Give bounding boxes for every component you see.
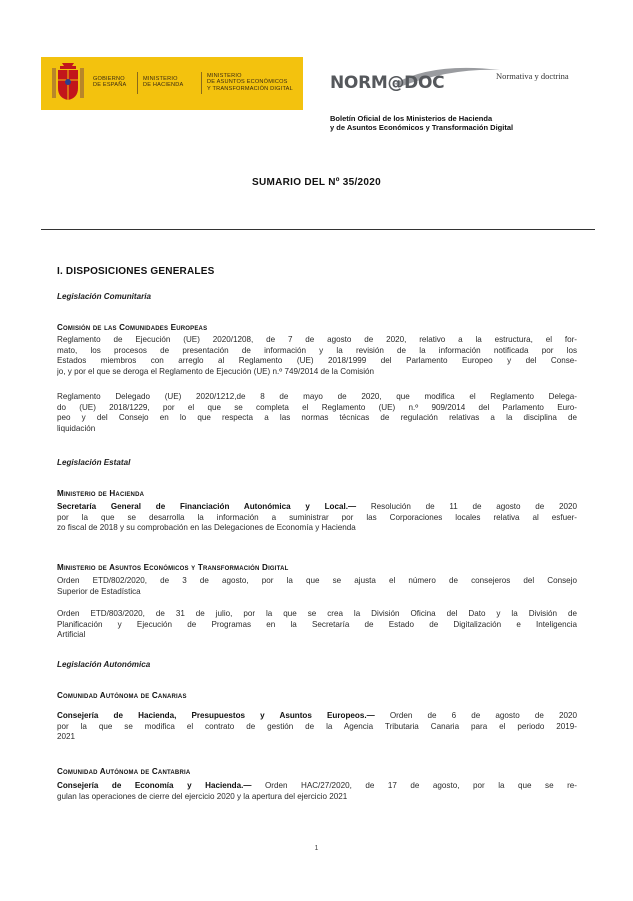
- gov-col-3: MINISTERIO DE ASUNTOS ECONÓMICOS Y TRANSFORMACIÓN DIGITAL: [207, 73, 293, 92]
- item-reglamento-1208[interactable]: Reglamento de Ejecución (UE) 2020/1208, de 7 de agosto de 2020, relativo a la estructura, el for- mato, los procesos de presentación de información y la revisión de la información notificada por los Estados miembros con arreglo al Reglamento (UE) 2018/1999 del Parlamento Europeo y del Conse- jo, y por el que se deroga el Reglamento de Ejecución (UE) n.º 749/2014 de la Comisión: [57, 335, 577, 376]
- org-comision-heading: Comisión de las Comunidades Europeas: [57, 323, 208, 332]
- org-hacienda-heading: Ministerio de Hacienda: [57, 489, 145, 498]
- logo-tagline: Normativa y doctrina: [496, 71, 569, 81]
- normadoc-logo: [330, 64, 590, 104]
- item-orden-6-agosto[interactable]: Consejería de Hacienda, Presupuestos y Asuntos Europeos.— Orden de 6 de agosto de 2020 por la que se modifica el contrato de gestión de la Agencia Tributaria Canaria para el periodo 2019- 2021: [57, 711, 577, 741]
- divider: [41, 229, 595, 230]
- item-reglamento-1212[interactable]: Reglamento Delegado (UE) 2020/1212,de 8 de mayo de 2020, que modifica el Reglamento Delega- do (UE) 2018/1229, por el que se completa el Reglamento (UE) n.º 909/2014 del Parlamento Euro- peo y del Consejo en lo que respecta a las normas técnicas de regulación relativas a la disciplina de liquidación: [57, 392, 577, 433]
- legislacion-autonomica-heading: Legislación Autonómica: [57, 660, 151, 669]
- org-canarias-heading: Comunidad Autónoma de Canarias: [57, 691, 187, 700]
- gov-col-1: GOBIERNO DE ESPAÑA: [93, 76, 127, 89]
- item-orden-etd-803[interactable]: Orden ETD/803/2020, de 31 de julio, por la que se crea la División Oficina del Dato y la División de Planificación y Ejecución de Programas en la Secretaría de Estado de Digitalización e Inteligencia Artificial: [57, 609, 577, 639]
- org-cantabria-heading: Comunidad Autónoma de Cantabria: [57, 767, 191, 776]
- page-title: SUMARIO DEL Nº 35/2020: [252, 177, 381, 188]
- section-heading: I. DISPOSICIONES GENERALES: [57, 266, 215, 277]
- coat-of-arms-icon: [50, 62, 86, 104]
- boletin-title: Boletín Oficial de los Ministerios de Hacienda y de Asuntos Económicos y Transformación Digital: [330, 114, 514, 132]
- logo-text: NORM@DOC: [330, 73, 445, 93]
- item-orden-hac-27[interactable]: Consejería de Economía y Hacienda.— Orden HAC/27/2020, de 17 de agosto, por la que se re- gulan las operaciones de cierre del ejercicio 2020 y la apertura del ejercicio 2021: [57, 781, 577, 801]
- legislacion-comunitaria-heading: Legislación Comunitaria: [57, 292, 151, 301]
- gov-col-2: MINISTERIO DE HACIENDA: [143, 76, 184, 89]
- item-resolucion-11-agosto[interactable]: Secretaría General de Financiación Autonómica y Local.— Resolución de 11 de agosto de 2020 por la que se desarrolla la información a suministrar por las Corporaciones locales relativa al esfuer- zo fiscal de 2018 y su comprobación en las Delegaciones de Economía y Hacienda: [57, 502, 577, 532]
- legislacion-estatal-heading: Legislación Estatal: [57, 458, 131, 467]
- org-asuntos-economicos-heading: Ministerio de Asuntos Económicos y Transformación Digital: [57, 563, 289, 572]
- page-number: 1: [314, 845, 319, 852]
- item-orden-etd-802[interactable]: Orden ETD/802/2020, de 3 de agosto, por la que se ajusta el número de consejeros del Consejo Superior de Estadística: [57, 576, 577, 596]
